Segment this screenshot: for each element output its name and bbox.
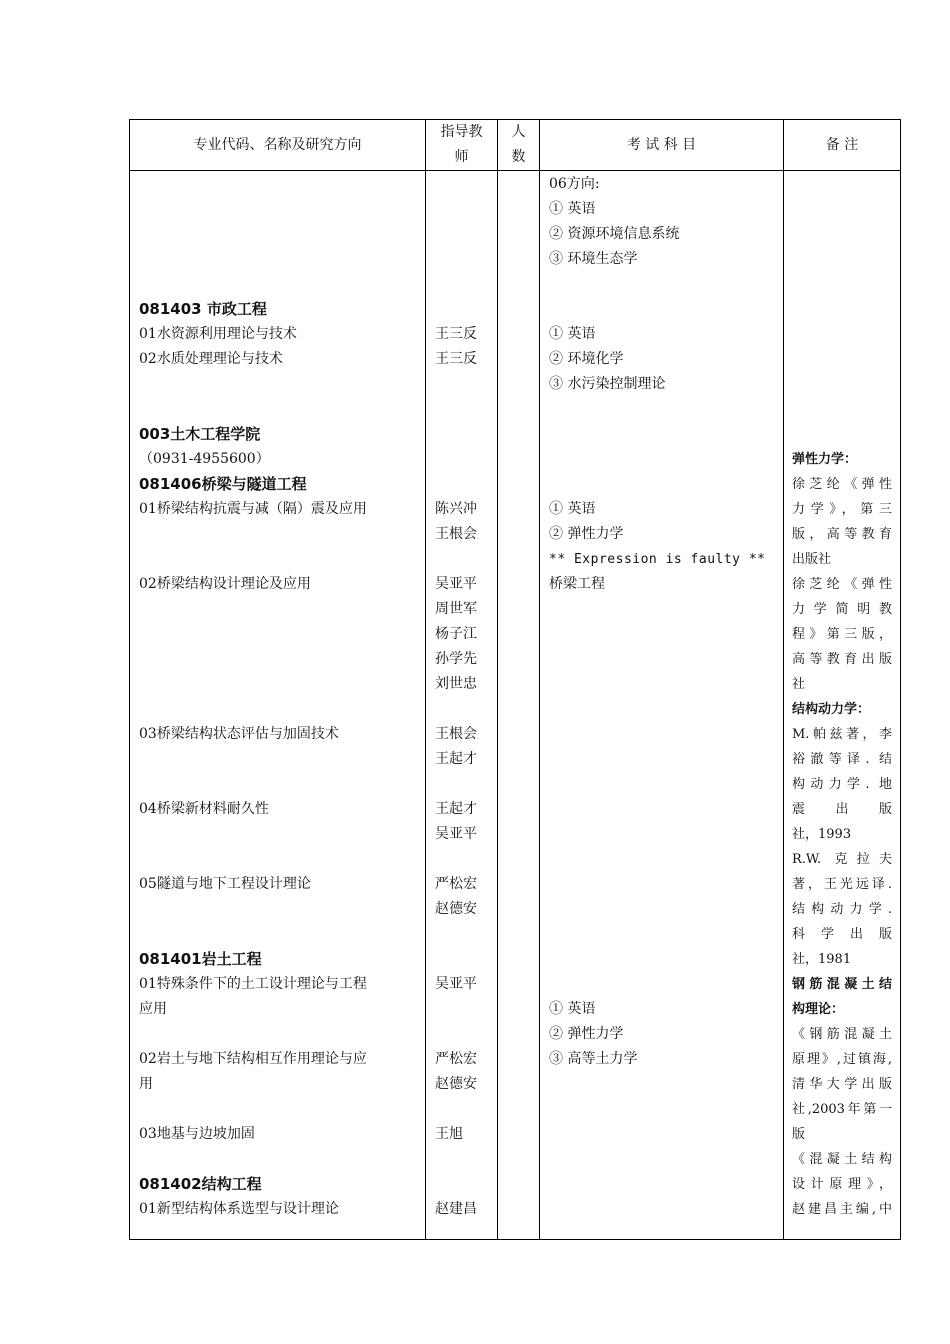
col4-line: ** Expression is faulty ** [549, 552, 766, 567]
col5-line: 版，高等教育 [792, 527, 892, 542]
col1-line: 应用 [139, 1001, 167, 1017]
col4-line: ② 弹性力学 [549, 1026, 624, 1042]
col4-line: 桥梁工程 [549, 576, 605, 592]
col1-line: 用 [139, 1076, 153, 1092]
col2-line: 赵德安 [435, 901, 477, 917]
header-major-label: 专业代码、名称及研究方向 [193, 136, 362, 153]
header-remarks [784, 120, 901, 171]
col1-line: 081406桥梁与隧道工程 [139, 475, 307, 493]
col2-line: 赵德安 [435, 1076, 477, 1092]
col5-line: 社，1993 [792, 827, 852, 842]
col5-line: M.帕兹著，李 [792, 727, 892, 742]
col2-line: 赵建昌 [435, 1201, 477, 1217]
header-count-line2: 数 [511, 149, 526, 165]
col1-line: 05隧道与地下工程设计理论 [139, 876, 311, 892]
col4-line: ② 资源环境信息系统 [549, 226, 680, 242]
col5-line: 结构动力学： [792, 702, 871, 717]
col5-line: 《混凝土结构 [792, 1152, 892, 1167]
col5-line: 版 [792, 1127, 806, 1142]
col2-line: 陈兴冲 [435, 501, 477, 517]
table-header-row [130, 120, 901, 171]
col5-line: 赵建昌主编,中 [792, 1202, 892, 1217]
advisor-column [426, 171, 497, 1239]
col2-line: 严松宏 [435, 1051, 477, 1067]
col2-line: 吴亚平 [435, 576, 477, 592]
col1-line: 01新型结构体系选型与设计理论 [139, 1201, 339, 1217]
col2-line: 王根会 [435, 526, 477, 542]
col5-line: 社,2003年第一 [792, 1102, 892, 1117]
col4-line: ① 英语 [549, 1001, 596, 1017]
col5-line: 力学》，第三 [792, 502, 892, 517]
col2-line: 吴亚平 [435, 826, 477, 842]
col1-line: 081401岩土工程 [139, 950, 262, 968]
col5-line: 力学简明教 [792, 602, 892, 617]
header-advisor-line1: 指导教 [440, 124, 483, 140]
col4-line: ② 弹性力学 [549, 526, 624, 542]
col2-line: 严松宏 [435, 876, 477, 892]
col5-line: 原理》,过镇海, [792, 1052, 892, 1067]
col2-line: 王起才 [435, 751, 477, 767]
admissions-table [129, 119, 901, 1240]
major-column [130, 171, 425, 1239]
col2-line: 王三反 [435, 326, 477, 342]
col5-line: 震 出 版 [792, 802, 892, 817]
col5-line: 弹性力学： [792, 452, 858, 467]
col5-line: 钢筋混凝土结 [792, 977, 892, 992]
col1-line: 081402结构工程 [139, 1175, 262, 1193]
col5-line: 高等教育出版 [792, 652, 892, 667]
remarks-column [784, 171, 900, 1239]
col5-line: 设计原理》， [792, 1177, 892, 1192]
col5-line: 社，1981 [792, 952, 852, 967]
col1-line: 003土木工程学院 [139, 425, 261, 443]
col1-line: （0931-4955600） [139, 451, 270, 467]
col1-line: 04桥梁新材料耐久性 [139, 801, 269, 817]
header-count-line1: 人 [511, 124, 526, 140]
col5-line: 构动力学. 地 [792, 777, 892, 792]
col5-line: 清华大学出版 [792, 1077, 892, 1092]
col1-line: 02水质处理理论与技术 [139, 351, 283, 367]
col1-line: 02桥梁结构设计理论及应用 [139, 576, 311, 592]
col2-line: 刘世忠 [435, 676, 477, 692]
col4-line: ② 环境化学 [549, 351, 624, 367]
col2-line: 周世军 [435, 601, 477, 617]
col5-line: 出版社 [792, 552, 832, 567]
exam-cell [540, 171, 784, 1240]
col1-line: 03地基与边坡加固 [139, 1126, 255, 1142]
col5-line: 著，王光远译. [792, 877, 892, 892]
header-count [498, 120, 540, 171]
col4-line: ① 英语 [549, 326, 596, 342]
col1-line: 03桥梁结构状态评估与加固技术 [139, 726, 339, 742]
col5-line: 徐芝纶《弹性 [792, 577, 892, 592]
col4-line: ③ 环境生态学 [549, 251, 638, 267]
col1-line: 01特殊条件下的土工设计理论与工程 [139, 976, 367, 992]
col4-line: ① 英语 [549, 201, 596, 217]
major-cell [130, 171, 426, 1240]
col5-line: R.W. 克拉夫 [792, 852, 892, 867]
col2-line: 王三反 [435, 351, 477, 367]
col4-line: ③ 水污染控制理论 [549, 376, 666, 392]
col4-line: ③ 高等土力学 [549, 1051, 638, 1067]
remarks-cell [784, 171, 901, 1240]
header-exam [540, 120, 784, 171]
col5-line: 构理论： [792, 1002, 845, 1017]
col1-line: 02岩土与地下结构相互作用理论与应 [139, 1051, 367, 1067]
count-cell [498, 171, 540, 1240]
col2-line: 吴亚平 [435, 976, 477, 992]
col5-line: 科 学 出 版 [792, 927, 892, 942]
col2-line: 王根会 [435, 726, 477, 742]
col2-line: 孙学先 [435, 651, 477, 667]
col4-line: 06方向: [549, 176, 600, 192]
header-major [130, 120, 426, 171]
advisor-cell [426, 171, 498, 1240]
col2-line: 王起才 [435, 801, 477, 817]
col5-line: 结构动力学. [792, 902, 892, 917]
header-advisor [426, 120, 498, 171]
col5-line: 社 [792, 677, 806, 692]
table-body-row [130, 171, 901, 1240]
header-exam-label: 考 试 科 目 [626, 136, 697, 153]
header-remarks-label: 备 注 [825, 136, 859, 153]
col5-line: 程》第三版， [792, 627, 892, 642]
col2-line: 杨子江 [435, 626, 477, 642]
col1-line: 01水资源利用理论与技术 [139, 326, 297, 342]
col1-line: 081403 市政工程 [139, 300, 267, 318]
col5-line: 徐芝纶《弹性 [792, 477, 892, 492]
col2-line: 王旭 [435, 1126, 463, 1142]
col5-line: 《钢筋混凝土 [792, 1027, 892, 1042]
col1-line: 01桥梁结构抗震与减（隔）震及应用 [139, 501, 367, 517]
header-advisor-line2: 师 [454, 149, 469, 165]
col4-line: ① 英语 [549, 501, 596, 517]
count-column [498, 171, 539, 1239]
exam-column [540, 171, 783, 1239]
col5-line: 裕澈等译. 结 [792, 752, 892, 767]
